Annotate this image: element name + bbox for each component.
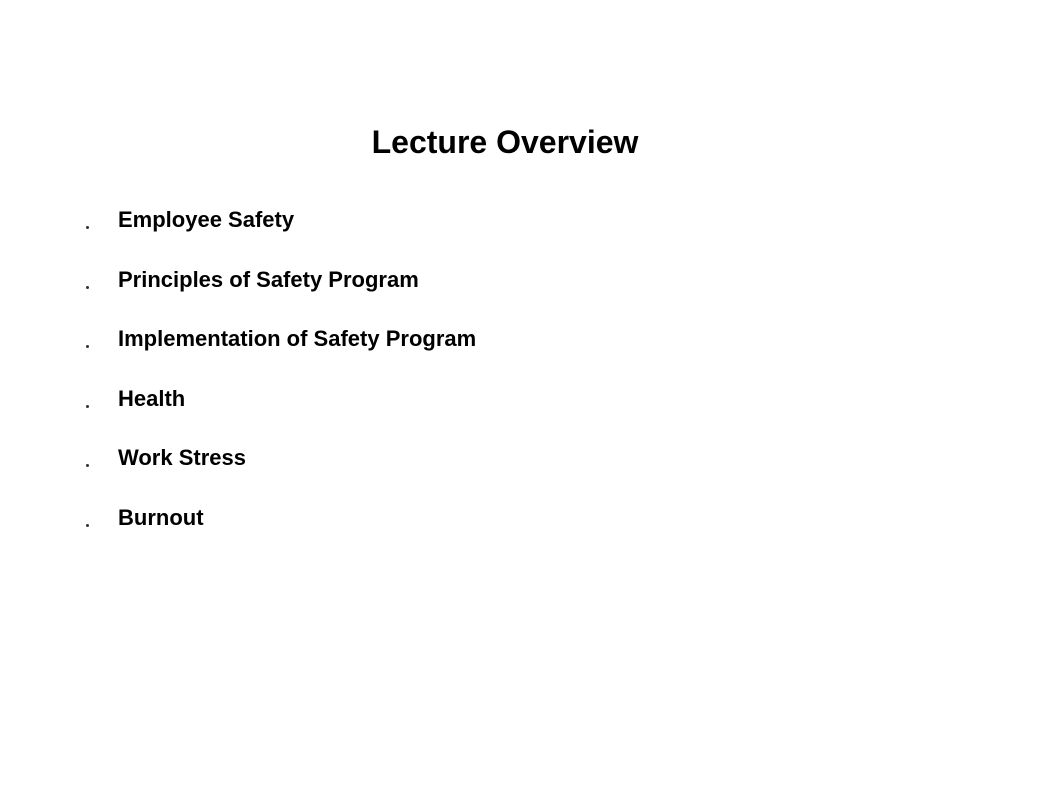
bullet-dot-icon	[86, 226, 89, 229]
list-item	[80, 382, 476, 442]
bullet-dot-icon	[86, 405, 89, 408]
bullet-text: Employee Safety	[118, 207, 295, 232]
bullet-text: Work Stress	[118, 445, 246, 471]
bullet-text: Implementation of Safety Program	[118, 326, 477, 352]
list-item	[80, 501, 476, 561]
slide-title: Lecture Overview	[371, 124, 639, 160]
list-item	[80, 322, 476, 382]
list-item	[80, 263, 476, 323]
list-item	[80, 441, 476, 501]
bullet-dot-icon	[86, 286, 89, 289]
bullet-dot-icon	[86, 524, 89, 527]
list-item	[80, 203, 476, 263]
bullet-text: Principles of Safety Program	[118, 266, 419, 292]
bullet-text: Health	[118, 385, 186, 411]
bullet-list	[80, 203, 476, 561]
bullet-dot-icon	[86, 464, 89, 467]
bullet-dot-icon	[86, 345, 89, 348]
bullet-text: Burnout	[118, 504, 204, 530]
